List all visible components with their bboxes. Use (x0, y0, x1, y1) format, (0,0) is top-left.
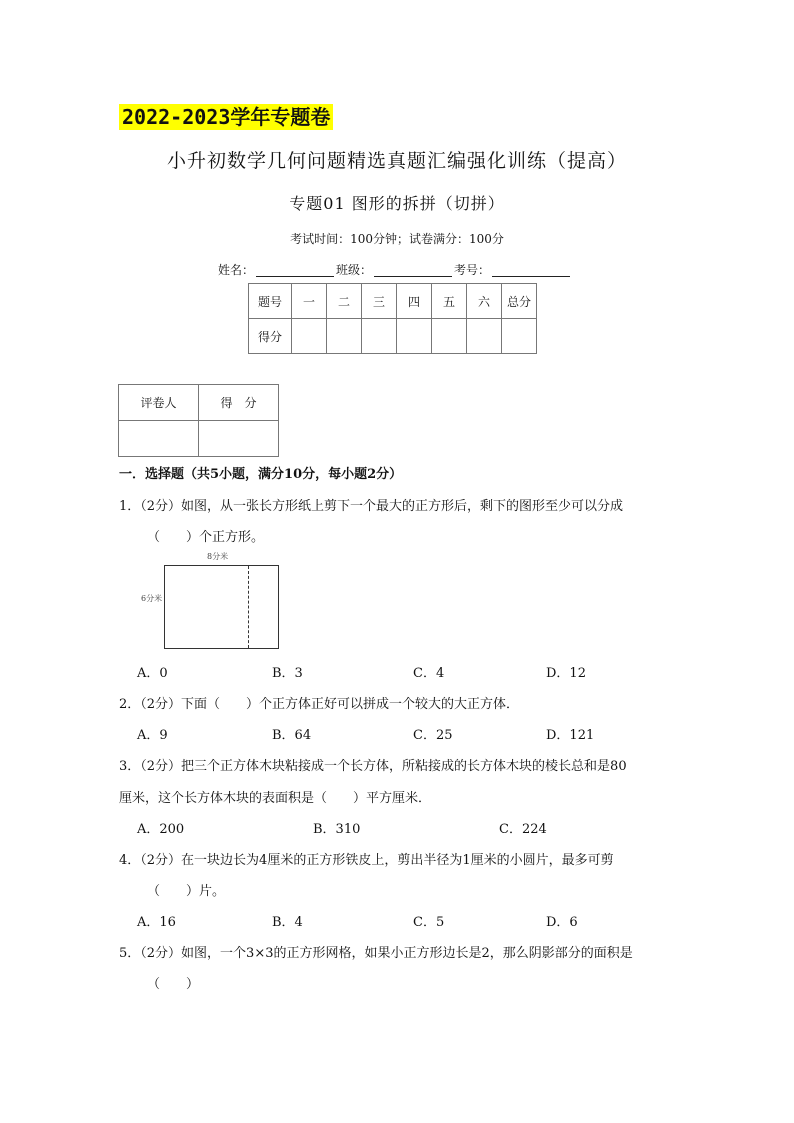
question-1-text: 1．（2分）如图，从一张长方形纸上剪下一个最大的正方形后，剩下的图形至少可以分成 (119, 499, 624, 514)
reviewer-score-cell[interactable] (199, 421, 279, 457)
figure-width-label: 8分米 (207, 552, 229, 561)
student-info-row (218, 261, 572, 278)
name-label: 姓名： (218, 263, 255, 277)
question-3-text: 3．（2分）把三个正方体木块粘接成一个长方体，所粘接成的长方体木块的棱长总和是80 (119, 759, 627, 774)
question-5-text: 5．（2分）如图，一个3×3的正方形网格，如果小正方形边长是2，那么阴影部分的面积是 (119, 946, 633, 961)
section-heading: 一．选择题（共5小题，满分10分，每小题2分） (119, 467, 403, 482)
question-2-option-c[interactable]: C．25 (413, 728, 453, 743)
class-label: 班级： (336, 263, 373, 277)
question-1-option-d[interactable]: D．12 (546, 666, 586, 681)
question-1-option-c[interactable]: C．4 (413, 666, 445, 681)
question-1-option-a[interactable]: A．0 (137, 666, 168, 681)
question-5-text-cont: （ ） (147, 977, 200, 992)
score-cell[interactable] (292, 319, 327, 354)
score-header-cell: 四 (397, 284, 432, 319)
exam-info: 考试时间：100分钟；试卷满分：100分 (290, 232, 504, 246)
reviewer-cell[interactable] (119, 421, 199, 457)
question-2-text: 2．（2分）下面（ ）个正方体正好可以拼成一个较大的大正方体． (119, 697, 520, 712)
score-cell[interactable] (467, 319, 502, 354)
figure-height-label: 6分米 (141, 594, 163, 603)
question-1-option-b[interactable]: B．3 (272, 666, 303, 681)
question-4-text: 4．（2分）在一块边长为4厘米的正方形铁皮上，剪出半径为1厘米的小圆片，最多可剪 (119, 853, 614, 868)
question-3-option-a[interactable]: A．200 (137, 822, 185, 837)
score-header-cell: 五 (432, 284, 467, 319)
question-3-option-c[interactable]: C．224 (499, 822, 547, 837)
question-4-option-c[interactable]: C．5 (413, 915, 445, 930)
question-4-option-d[interactable]: D．6 (546, 915, 578, 930)
question-2-option-a[interactable]: A．9 (137, 728, 168, 743)
rectangle-shape (164, 565, 279, 649)
score-header-cell: 三 (362, 284, 397, 319)
name-blank[interactable] (256, 264, 334, 277)
question-1-text-cont: （ ）个正方形。 (147, 530, 265, 545)
score-table (248, 283, 537, 354)
score-cell[interactable] (432, 319, 467, 354)
score-header-cell: 六 (467, 284, 502, 319)
class-blank[interactable] (374, 264, 452, 277)
year-text: 2022-2023 (122, 105, 231, 129)
document-subtitle: 专题01 图形的拆拼（切拼） (289, 194, 505, 213)
score-header-cell: 题号 (249, 284, 292, 319)
score-table-score-row (249, 319, 537, 354)
document-title: 小升初数学几何问题精选真题汇编强化训练（提高） (166, 150, 627, 172)
score-table-header-row (249, 284, 537, 319)
score-row-label: 得分 (249, 319, 292, 354)
score-header-cell: 二 (327, 284, 362, 319)
id-label: 考号： (454, 263, 491, 277)
score-cell[interactable] (362, 319, 397, 354)
score-cell[interactable] (502, 319, 537, 354)
badge-text: 学年专题卷 (230, 105, 331, 129)
question-4-text-cont: （ ）片。 (147, 884, 226, 899)
question-3-text-cont: 厘米，这个长方体木块的表面积是（ ）平方厘米． (119, 791, 432, 806)
score-cell[interactable] (327, 319, 362, 354)
reviewer-score-label: 得 分 (199, 385, 279, 421)
question-4-option-a[interactable]: A．16 (137, 915, 176, 930)
question-1-figure (137, 548, 287, 652)
score-header-cell: 一 (292, 284, 327, 319)
score-cell[interactable] (397, 319, 432, 354)
dashed-cut-line (248, 566, 249, 648)
year-highlight (119, 104, 333, 130)
reviewer-label: 评卷人 (119, 385, 199, 421)
id-blank[interactable] (492, 264, 570, 277)
question-2-option-b[interactable]: B．64 (272, 728, 312, 743)
question-4-option-b[interactable]: B．4 (272, 915, 303, 930)
question-2-option-d[interactable]: D．121 (546, 728, 595, 743)
question-3-option-b[interactable]: B．310 (313, 822, 361, 837)
reviewer-table (118, 384, 279, 457)
score-header-cell: 总分 (502, 284, 537, 319)
